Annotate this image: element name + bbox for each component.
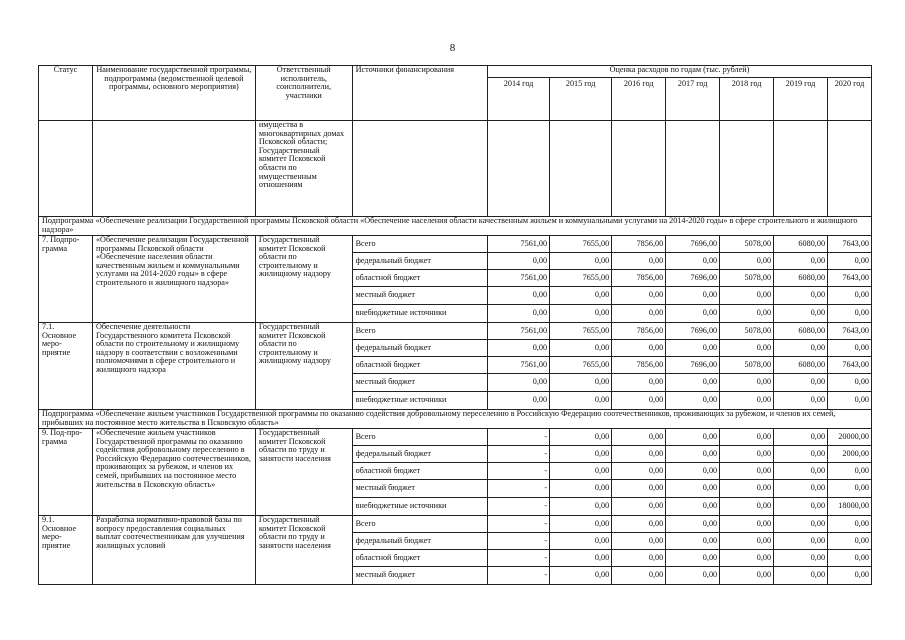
- amount-cell: 7561,00: [488, 323, 550, 340]
- amount-cell: 0,00: [666, 533, 720, 550]
- amount-cell: -: [488, 533, 550, 550]
- amount-cell: 0,00: [666, 287, 720, 305]
- amount-cell: 7643,00: [828, 323, 872, 340]
- amount-cell: 0,00: [550, 533, 612, 550]
- amount-cell: 0,00: [720, 498, 774, 516]
- amount-cell: 0,00: [612, 305, 666, 323]
- amount-cell: -: [488, 516, 550, 533]
- amount-cell: 0,00: [720, 287, 774, 305]
- block-name: Обеспечение деятельности Государственного комитета Псковской области по строительному и жилищному надзору в соответствии с возложенными полномочиями в сфере строительного и жилищного надзора: [92, 323, 255, 410]
- amount-cell: 0,00: [488, 374, 550, 392]
- funding-source: внебюджетные источники: [352, 305, 487, 323]
- header-name: Наименование государственной программы, подпрограммы (ведомственной целевой программы, основного мероприятия): [92, 66, 255, 121]
- amount-cell: 0,00: [720, 446, 774, 463]
- amount-cell: 0,00: [612, 463, 666, 480]
- amount-cell: 0,00: [720, 253, 774, 270]
- amount-cell: 0,00: [828, 567, 872, 585]
- header-expenses: Оценка расходов по годам (тыс. рублей): [488, 66, 872, 78]
- amount-cell: 0,00: [720, 567, 774, 585]
- funding-source: местный бюджет: [352, 567, 487, 585]
- block-status: 9. Под-про-грамма: [39, 429, 93, 516]
- amount-cell: 6080,00: [774, 270, 828, 287]
- amount-cell: 6080,00: [774, 323, 828, 340]
- amount-cell: 0,00: [666, 374, 720, 392]
- amount-cell: 0,00: [774, 287, 828, 305]
- funding-source: федеральный бюджет: [352, 340, 487, 357]
- funding-source: местный бюджет: [352, 374, 487, 392]
- amount-cell: 0,00: [666, 305, 720, 323]
- amount-cell: 0,00: [550, 550, 612, 567]
- amount-cell: 0,00: [774, 498, 828, 516]
- amount-cell: 0,00: [666, 498, 720, 516]
- amount-cell: 0,00: [774, 374, 828, 392]
- amount-cell: 0,00: [550, 463, 612, 480]
- amount-cell: 0,00: [828, 374, 872, 392]
- amount-cell: -: [488, 463, 550, 480]
- amount-cell: 7856,00: [612, 236, 666, 253]
- amount-cell: 0,00: [550, 374, 612, 392]
- cont-executor: имущества в многоквартирных домах Псковской области; Государственный комитет Псковской области по имущественным отношениям: [255, 121, 352, 217]
- amount-cell: 0,00: [828, 463, 872, 480]
- header-sources: Источники финансирования: [352, 66, 487, 121]
- amount-cell: 0,00: [550, 429, 612, 446]
- header-year: 2019 год: [774, 78, 828, 121]
- amount-cell: 0,00: [666, 253, 720, 270]
- amount-cell: 0,00: [720, 429, 774, 446]
- amount-cell: 5078,00: [720, 357, 774, 374]
- funding-source: областной бюджет: [352, 357, 487, 374]
- funding-source: областной бюджет: [352, 463, 487, 480]
- funding-source: Всего: [352, 236, 487, 253]
- amount-cell: 2000,00: [828, 446, 872, 463]
- amount-cell: 0,00: [720, 516, 774, 533]
- amount-cell: 0,00: [612, 567, 666, 585]
- amount-cell: 0,00: [720, 392, 774, 410]
- amount-cell: 6080,00: [774, 236, 828, 253]
- amount-cell: 0,00: [828, 253, 872, 270]
- amount-cell: 0,00: [612, 253, 666, 270]
- amount-cell: 7643,00: [828, 270, 872, 287]
- amount-cell: 7856,00: [612, 323, 666, 340]
- amount-cell: -: [488, 480, 550, 498]
- amount-cell: 5078,00: [720, 323, 774, 340]
- amount-cell: 0,00: [774, 253, 828, 270]
- amount-cell: 7643,00: [828, 357, 872, 374]
- funding-source: федеральный бюджет: [352, 446, 487, 463]
- amount-cell: -: [488, 567, 550, 585]
- amount-cell: 0,00: [774, 480, 828, 498]
- funding-source: областной бюджет: [352, 550, 487, 567]
- funding-source: федеральный бюджет: [352, 253, 487, 270]
- block-executor: Государственный комитет Псковской области по строительному и жилищному надзору: [255, 236, 352, 323]
- amount-cell: 0,00: [550, 516, 612, 533]
- funding-source: внебюджетные источники: [352, 498, 487, 516]
- amount-cell: 7561,00: [488, 357, 550, 374]
- header-year: 2018 год: [720, 78, 774, 121]
- header-executor: Ответственный исполнитель, соисполнители, участники: [255, 66, 352, 121]
- amount-cell: 0,00: [666, 429, 720, 446]
- amount-cell: -: [488, 550, 550, 567]
- amount-cell: 0,00: [720, 533, 774, 550]
- amount-cell: 0,00: [612, 533, 666, 550]
- amount-cell: -: [488, 429, 550, 446]
- amount-cell: 0,00: [828, 550, 872, 567]
- amount-cell: 0,00: [550, 480, 612, 498]
- amount-cell: 0,00: [666, 480, 720, 498]
- header-year: 2016 год: [612, 78, 666, 121]
- amount-cell: 0,00: [720, 463, 774, 480]
- amount-cell: 0,00: [550, 287, 612, 305]
- table-row: [39, 323, 872, 340]
- amount-cell: 0,00: [666, 446, 720, 463]
- table-row: [39, 236, 872, 253]
- amount-cell: 0,00: [828, 305, 872, 323]
- amount-cell: 0,00: [828, 480, 872, 498]
- header-year: 2014 год: [488, 78, 550, 121]
- amount-cell: 0,00: [488, 287, 550, 305]
- amount-cell: 0,00: [774, 463, 828, 480]
- block-status: 7.1. Основное меро-приятие: [39, 323, 93, 410]
- amount-cell: 0,00: [488, 253, 550, 270]
- amount-cell: 0,00: [828, 340, 872, 357]
- amount-cell: 0,00: [550, 305, 612, 323]
- amount-cell: 0,00: [550, 498, 612, 516]
- subprogram-title: Подпрограмма «Обеспечение реализации Государственной программы Псковской области «Обеспечение населения области качественным жильем и коммунальными услугами на 2014-2020 годы» в сфере строительного и жилищного надзора»: [39, 217, 872, 236]
- block-executor: Государственный комитет Псковской области по труду и занятости населения: [255, 516, 352, 585]
- funding-source: Всего: [352, 429, 487, 446]
- amount-cell: 0,00: [612, 446, 666, 463]
- amount-cell: 0,00: [550, 567, 612, 585]
- amount-cell: 0,00: [774, 567, 828, 585]
- amount-cell: 0,00: [774, 429, 828, 446]
- block-name: Разработка нормативно-правовой базы по вопросу предоставления социальных выплат соотечественникам для улучшения жилищных условий: [92, 516, 255, 585]
- amount-cell: 0,00: [550, 392, 612, 410]
- header-year: 2015 год: [550, 78, 612, 121]
- amount-cell: 0,00: [666, 463, 720, 480]
- amount-cell: 0,00: [666, 550, 720, 567]
- amount-cell: 0,00: [666, 340, 720, 357]
- amount-cell: 0,00: [720, 550, 774, 567]
- amount-cell: 0,00: [550, 340, 612, 357]
- amount-cell: 7696,00: [666, 236, 720, 253]
- amount-cell: 0,00: [488, 340, 550, 357]
- funding-source: областной бюджет: [352, 270, 487, 287]
- cont-name: [92, 121, 255, 217]
- block-name: «Обеспечение жильем участников Государственной программы по оказанию содействия добровольному переселению в Российскую Федерацию соотечественников, проживающих за рубежом, и членов их семей, прибывших на постоянное место жительства в Псковскую область»: [92, 429, 255, 516]
- header-status: Статус: [39, 66, 93, 121]
- amount-cell: 0,00: [774, 340, 828, 357]
- amount-cell: 0,00: [774, 446, 828, 463]
- amount-cell: 0,00: [666, 516, 720, 533]
- amount-cell: 0,00: [774, 533, 828, 550]
- header-year: 2020 год: [828, 78, 872, 121]
- amount-cell: 0,00: [612, 516, 666, 533]
- amount-cell: 7856,00: [612, 357, 666, 374]
- amount-cell: 0,00: [720, 374, 774, 392]
- amount-cell: 0,00: [612, 340, 666, 357]
- amount-cell: 7856,00: [612, 270, 666, 287]
- amount-cell: 7561,00: [488, 270, 550, 287]
- amount-cell: 7655,00: [550, 323, 612, 340]
- amount-cell: 0,00: [612, 498, 666, 516]
- amount-cell: 0,00: [774, 550, 828, 567]
- amount-cell: 7696,00: [666, 357, 720, 374]
- block-status: 9.1. Основное меро-приятие: [39, 516, 93, 585]
- amount-cell: 18000,00: [828, 498, 872, 516]
- amount-cell: 0,00: [488, 305, 550, 323]
- page-number: 8: [449, 42, 456, 54]
- amount-cell: 0,00: [720, 340, 774, 357]
- cont-source: [352, 121, 487, 217]
- amount-cell: 0,00: [550, 253, 612, 270]
- amount-cell: 0,00: [720, 480, 774, 498]
- amount-cell: 0,00: [612, 287, 666, 305]
- block-status: 7. Подпро-грамма: [39, 236, 93, 323]
- amount-cell: 0,00: [828, 533, 872, 550]
- amount-cell: 0,00: [612, 392, 666, 410]
- amount-cell: 0,00: [774, 305, 828, 323]
- amount-cell: 0,00: [720, 305, 774, 323]
- funding-source: Всего: [352, 516, 487, 533]
- amount-cell: -: [488, 446, 550, 463]
- amount-cell: 7655,00: [550, 236, 612, 253]
- amount-cell: 0,00: [550, 446, 612, 463]
- funding-source: внебюджетные источники: [352, 392, 487, 410]
- amount-cell: 0,00: [666, 567, 720, 585]
- amount-cell: 0,00: [612, 480, 666, 498]
- amount-cell: 0,00: [774, 516, 828, 533]
- table-row: [39, 516, 872, 533]
- amount-cell: 7655,00: [550, 270, 612, 287]
- amount-cell: 0,00: [828, 287, 872, 305]
- table-row: [39, 429, 872, 446]
- funding-source: федеральный бюджет: [352, 533, 487, 550]
- amount-cell: 0,00: [612, 550, 666, 567]
- cont-status: [39, 121, 93, 217]
- amount-cell: 5078,00: [720, 236, 774, 253]
- block-executor: Государственный комитет Псковской области по строительному и жилищному надзору: [255, 323, 352, 410]
- amount-cell: 0,00: [666, 392, 720, 410]
- amount-cell: 20000,00: [828, 429, 872, 446]
- amount-cell: 7696,00: [666, 323, 720, 340]
- subprogram-title: Подпрограмма «Обеспечение жильем участников Государственной программы по оказанию содействия добровольному переселению в Российскую Федерацию соотечественников, проживающих за рубежом, и членов их семей, прибывших на постоянное место жительства в Псковскую область»: [39, 410, 872, 429]
- amount-cell: 0,00: [828, 392, 872, 410]
- amount-cell: 0,00: [828, 516, 872, 533]
- funding-source: Всего: [352, 323, 487, 340]
- header-year: 2017 год: [666, 78, 720, 121]
- amount-cell: -: [488, 498, 550, 516]
- amount-cell: 5078,00: [720, 270, 774, 287]
- block-executor: Государственный комитет Псковской области по труду и занятости населения: [255, 429, 352, 516]
- funding-source: местный бюджет: [352, 480, 487, 498]
- amount-cell: 7696,00: [666, 270, 720, 287]
- amount-cell: 6080,00: [774, 357, 828, 374]
- funding-source: местный бюджет: [352, 287, 487, 305]
- amount-cell: 7643,00: [828, 236, 872, 253]
- block-name: «Обеспечение реализации Государственной программы Псковской области «Обеспечение населения области качественным жильем и коммунальными услугами на 2014-2020 годы» в сфере строительного и жилищного надзора»: [92, 236, 255, 323]
- amount-cell: 0,00: [488, 392, 550, 410]
- amount-cell: 0,00: [612, 429, 666, 446]
- amount-cell: 0,00: [774, 392, 828, 410]
- amount-cell: 0,00: [612, 374, 666, 392]
- budget-table: [38, 65, 872, 585]
- amount-cell: 7655,00: [550, 357, 612, 374]
- amount-cell: 7561,00: [488, 236, 550, 253]
